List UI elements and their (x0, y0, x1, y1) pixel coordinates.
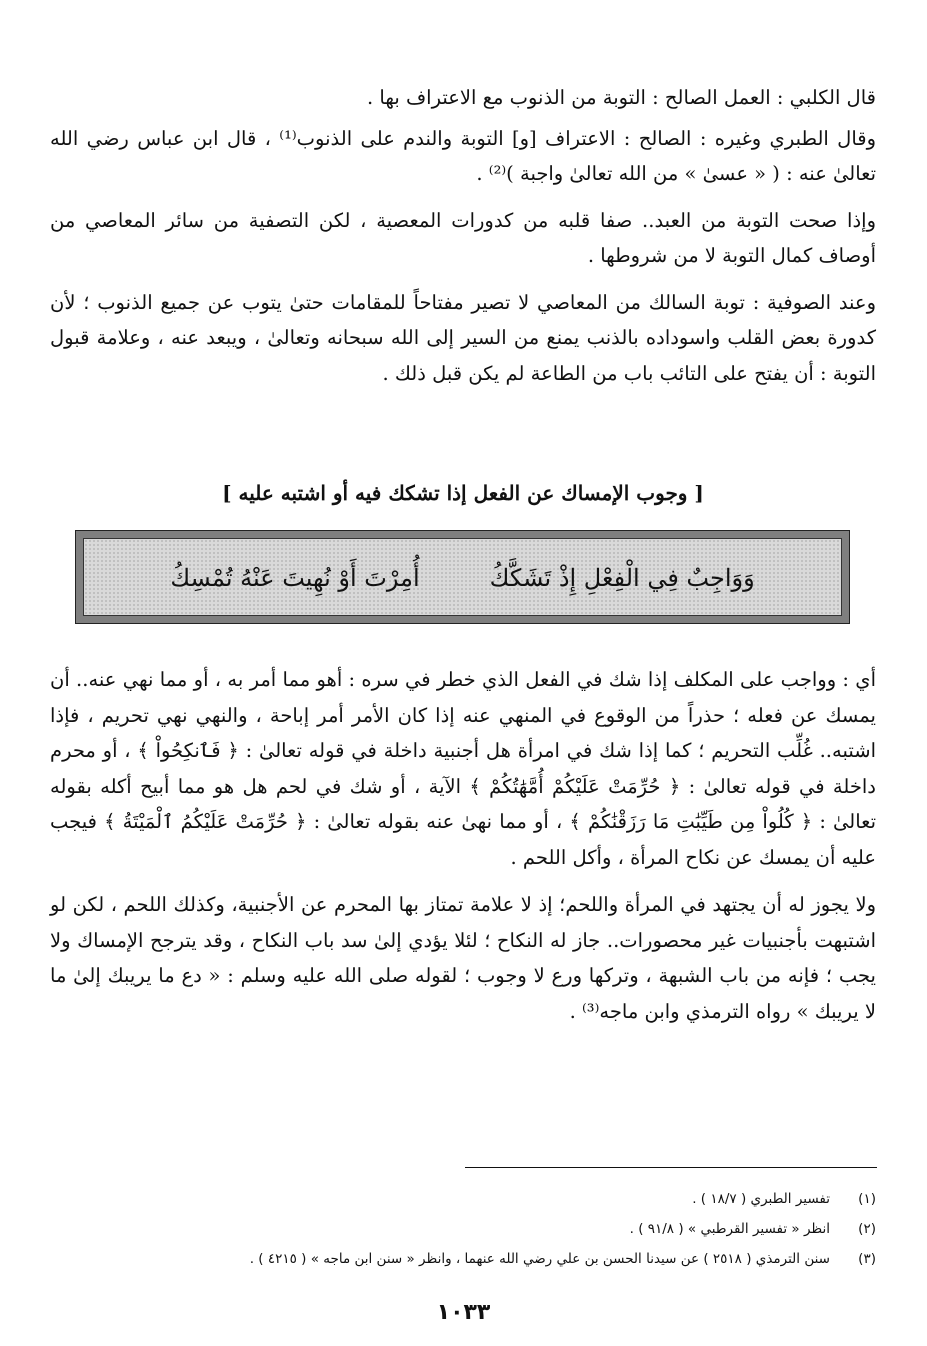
paragraph-tabari: وقال الطبري وغيره : الصالح : الاعتراف [و] التوبة والندم على الذنوب⁽¹⁾ ، قال ابن عباس رضي الله تعالىٰ عنه : ( « عسىٰ » من الله تعالىٰ واجبة )⁽²⁾ . (50, 126, 877, 185)
bottom-text-block (50, 662, 876, 1029)
footnote-number: (١) (858, 1191, 876, 1207)
footnote-1 (120, 1190, 876, 1208)
paragraph-tawba-purity: وإذا صحت التوبة من العبد.. صفا قلبه من كدورات المعصية ، لكن التصفية من سائر المعاصي من أوصاف كمال التوبة لا من شروطها . (50, 208, 876, 267)
verse-second-hemistich: أُمِرْتَ أَوْ نُهِيتَ عَنْهُ تُمْسِكُ (170, 564, 420, 592)
paragraph-kalbi: قال الكلبي : العمل الصالح : التوبة من الذنوب مع الاعتراف بها . (367, 86, 876, 109)
paragraph-ijtihad: ولا يجوز له أن يجتهد في المرأة واللحم؛ إذ لا علامة تمتاز بها المحرم عن الأجنبية، وكذلك اللحم ، لكن لو اشتبهت بأجنبيات غير محصورات.. جاز له النكاح ؛ لئلا يؤدي إلىٰ سد باب النكاح ، وقد يترجح الإمساك ولا يجب ؛ فإنه من باب الشبهة ، وتركها ورع لا وجوب ؛ لقوله صلى الله عليه وسلم : « دع ما يريبك إلىٰ ما لا يريبك » رواه الترمذي وابن ماجه⁽³⁾ . (50, 893, 876, 1023)
footnote-separator (465, 1167, 877, 1168)
footnote-2 (120, 1220, 876, 1238)
paragraph-commentary: أي : وواجب على المكلف إذا شك في الفعل الذي خطر في سره : أهو مما أمر به ، أو مما نهي عنه.. أن يمسك عن فعله ؛ حذراً من الوقوع في المنهي عنه إذا كان الأمر أمر إباحة ، والنهي نهي تحريم ، فإذا اشتبه.. غُلِّب التحريم ؛ كما إذا شك في امرأة هل أجنبية داخلة في قوله تعالىٰ : ﴿ فَٱنكِحُواْ ﴾ ، أو محرم داخلة في قوله تعالىٰ : ﴿ حُرِّمَتْ عَلَيْكُمْ أُمَّهَٰتُكُمْ ﴾ الآية ، أو شك في لحم هل هو مما أبيح أكله بقوله تعالىٰ : ﴿ كُلُواْ مِن طَيِّبَٰتِ مَا رَزَقْنَٰكُمْ ﴾ ، أو مما نهىٰ عنه بقوله تعالىٰ : ﴿ حُرِّمَتْ عَلَيْكُمُ ٱلْمَيْتَةُ ﴾ فيجب عليه أن يمسك عن نكاح المرأة ، وأكل اللحم . (50, 668, 876, 869)
footnote-number: (٢) (858, 1221, 876, 1237)
verse-panel (83, 538, 842, 616)
verse-frame (75, 530, 850, 624)
footnote-text: تفسير الطبري ( ١٨/٧ ) . (692, 1191, 830, 1207)
verse-first-hemistich: وَوَاجِبٌ فِي الْفِعْلِ إِذْ تَشَكَّكُ (489, 564, 755, 592)
footnote-text: سنن الترمذي ( ٢٥١٨ ) عن سيدنا الحسن بن علي رضي الله عنهما ، وانظر « سنن ابن ماجه » ( ٤٢١٥ ) . (249, 1251, 830, 1267)
page-number: ١٠٣٣ (436, 1300, 491, 1325)
footnote-number: (٣) (858, 1251, 876, 1267)
footnote-3 (120, 1250, 876, 1268)
footnote-text: انظر « تفسير القرطبي » ( ٩١/٨ ) . (629, 1221, 830, 1237)
top-text-block (50, 80, 876, 391)
paragraph-sufi-tawba: وعند الصوفية : توبة السالك من المعاصي لا تصير مفتاحاً للمقامات حتىٰ يتوب عن جميع الذنوب ؛ لأن كدورة بعض القلب واسوداده بالذنب يمنع من السير إلى الله سبحانه وتعالىٰ ، ويبعد عنه ، وعلامة قبول التوبة : أن يفتح على التائب باب من الطاعة لم يكن قبل ذلك . (50, 290, 876, 385)
section-heading: [ وجوب الإمساك عن الفعل إذا تشكك فيه أو اشتبه عليه ] (222, 481, 704, 505)
verse-line (84, 553, 841, 603)
